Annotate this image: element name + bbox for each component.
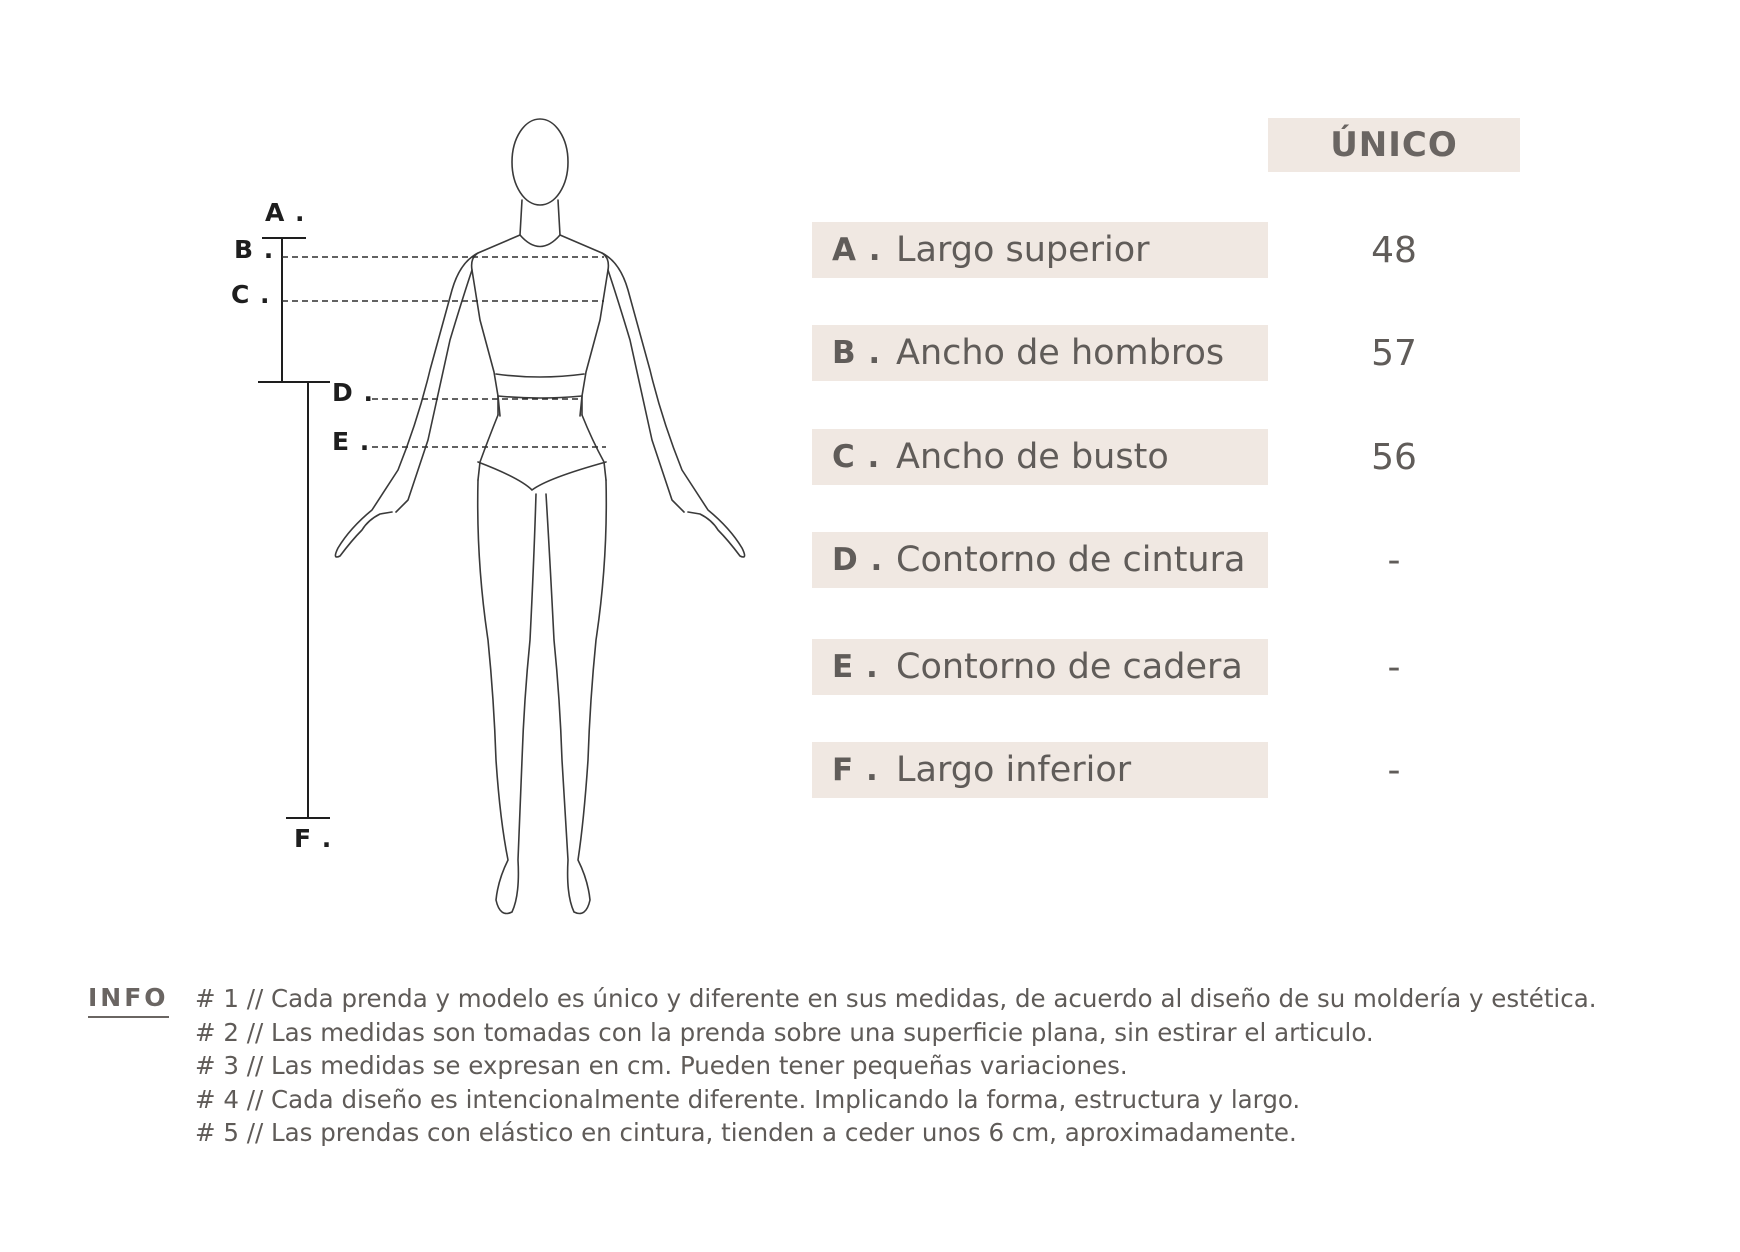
measurement-value-e: -: [1387, 646, 1401, 688]
measurement-row-b: [812, 325, 1268, 381]
info-notes: [195, 982, 1597, 1150]
mannequin-figure: [335, 119, 744, 914]
info-tag: INFO: [88, 983, 169, 1018]
measurement-row-a: [812, 222, 1268, 278]
measurement-guides: [258, 238, 606, 818]
info-note-4: # 4 // Cada diseño es intencionalmente diferente. Implicando la forma, estructura y largo.: [195, 1084, 1301, 1114]
info-note-5: # 5 // Las prendas con elástico en cintura, tienden a ceder unos 6 cm, aproximadamente.: [195, 1118, 1297, 1147]
diagram-label-b: B .: [234, 235, 275, 264]
measurement-label: Largo inferior: [896, 750, 1132, 790]
measurement-row-d: [812, 532, 1268, 588]
mannequin-waistband-top: [498, 396, 582, 398]
mannequin-waistband-sides: [498, 396, 582, 416]
info-note-3: # 3 // Las medidas se expresan en cm. Pueden tener pequeñas variaciones.: [195, 1051, 1128, 1080]
mannequin-torso-left: [472, 235, 520, 415]
measurement-row-c: [812, 429, 1268, 485]
mannequin-head: [512, 119, 568, 205]
mannequin-right-leg: [546, 480, 606, 914]
measurement-value-b: 57: [1371, 332, 1417, 374]
mannequin-right-arm: [602, 253, 745, 557]
mannequin-left-leg: [478, 480, 536, 914]
measurement-value-d: -: [1387, 539, 1401, 581]
measurement-label: Ancho de hombros: [896, 333, 1225, 373]
info-note-2: # 2 // Las medidas son tomadas con la prenda sobre una superficie plana, sin estirar el articulo.: [195, 1017, 1374, 1047]
measurement-row-f: [812, 742, 1268, 798]
mannequin-neckline: [520, 235, 560, 247]
measurement-letter: B .: [832, 335, 882, 371]
size-column-header: ÚNICO: [1268, 118, 1520, 172]
measurement-value-a: 48: [1371, 229, 1417, 271]
measurement-label: Contorno de cadera: [896, 647, 1243, 687]
diagram-label-f: F .: [294, 824, 333, 853]
measurement-value-f: -: [1387, 749, 1401, 791]
measurement-row-e: [812, 639, 1268, 695]
measurement-label: Largo superior: [896, 230, 1150, 270]
mannequin-bust-line: [496, 374, 584, 377]
measurement-letter: D .: [832, 542, 884, 578]
info-note-1: # 1 // Cada prenda y modelo es único y diferente en sus medidas, de acuerdo al diseño de su moldería y estética.: [195, 984, 1597, 1013]
measurement-value-c: 56: [1371, 436, 1417, 478]
diagram-label-a: A .: [265, 198, 306, 227]
diagram-label-d: D .: [332, 378, 374, 407]
diagram-label-c: C .: [231, 280, 271, 309]
measurement-letter: E .: [832, 649, 879, 685]
measurement-label: Contorno de cintura: [896, 540, 1246, 580]
diagram-label-e: E .: [332, 427, 371, 456]
measurement-letter: A .: [832, 232, 882, 268]
measurement-letter: F .: [832, 752, 879, 788]
mannequin-torso-right: [560, 235, 608, 415]
measurement-letter: C .: [832, 439, 881, 475]
measurement-label: Ancho de busto: [896, 437, 1169, 477]
mannequin-briefs: [478, 462, 606, 490]
